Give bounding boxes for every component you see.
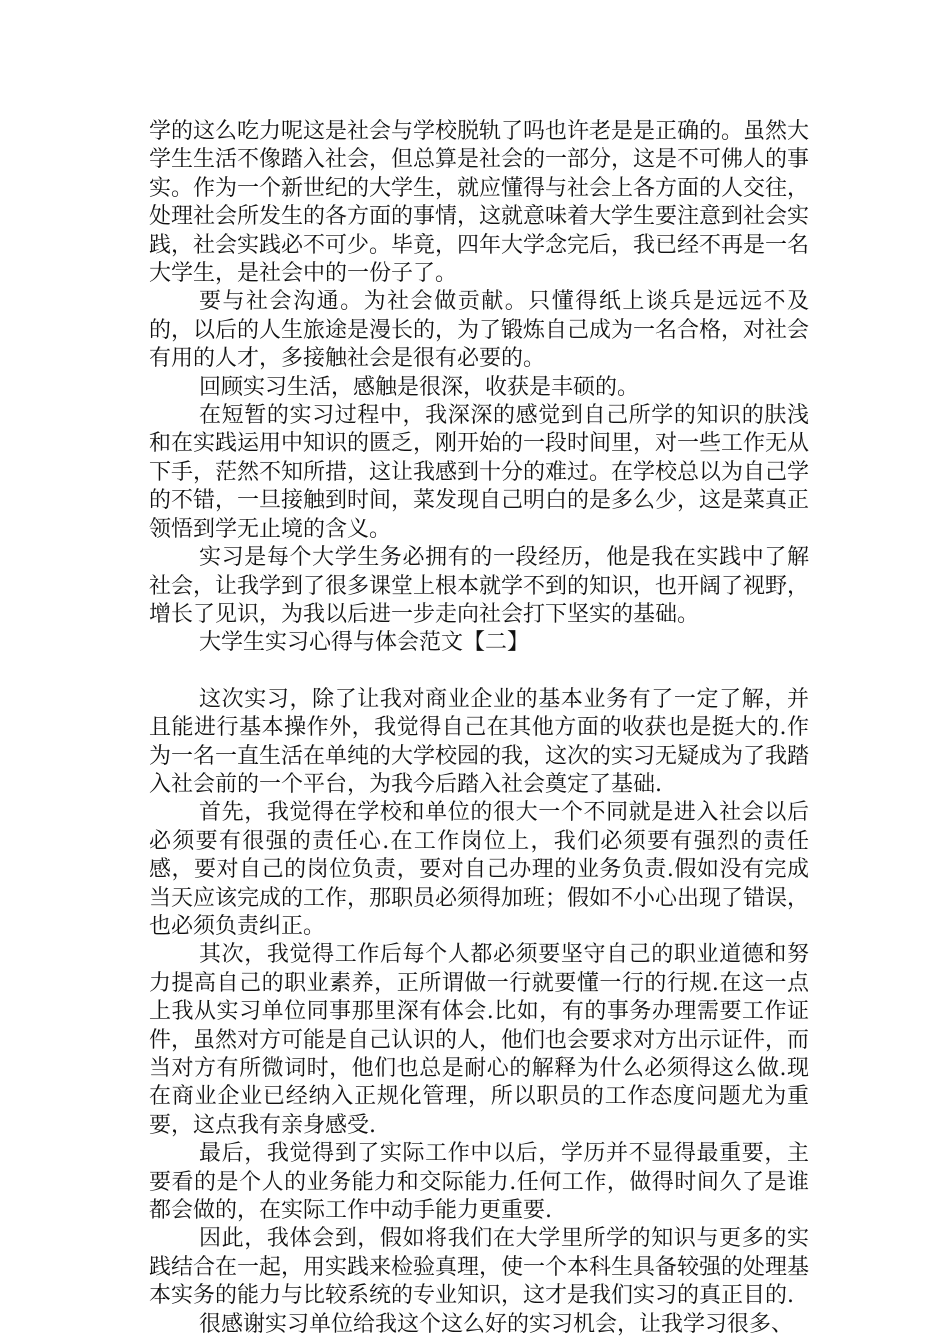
paragraph: 回顾实习生活，感触是很深，收获是丰硕的。 <box>199 374 640 400</box>
paragraph: 首先，我觉得在学校和单位的很大一个不同就是进入社会以后必须要有很强的责任心.在工作岗位上，我们必须要有强烈的责任感，要对自己的岗位负责，要对自己办理的业务负责.假如没有完成当天应该完成的工作，那职员必须得加班；假如不小心出现了错误，也必须负责纠正。 <box>149 800 810 939</box>
paragraph: 学的这么吃力呢这是社会与学校脱轨了吗也许老是是正确的。虽然大学生生活不像踏入社会，但总算是社会的一部分，这是不可佛人的事实。作为一个新世纪的大学生，就应懂得与社会上各方面的人交往，处理社会所发生的各方面的事情，这就意味着大学生要注意到社会实践，社会实践必不可少。毕竟，四年大学念完后，我已经不再是一名大学生，是社会中的一份子了。 <box>149 119 810 287</box>
section-heading: 大学生实习心得与体会范文【二】 <box>199 630 530 656</box>
paragraph: 这次实习，除了让我对商业企业的基本业务有了一定了解，并且能进行基本操作外，我觉得自己在其他方面的收获也是挺大的.作为一名一直生活在单纯的大学校园的我，这次的实习无疑成为了我踏入社会前的一个平台，为我今后踏入社会奠定了基础. <box>149 686 810 797</box>
paragraph: 实习是每个大学生务必拥有的一段经历，他是我在实践中了解社会，让我学到了很多课堂上根本就学不到的知识，也开阔了视野，增长了见识，为我以后进一步走向社会打下坚实的基础。 <box>149 545 810 627</box>
paragraph: 因此，我体会到，假如将我们在大学里所学的知识与更多的实践结合在一起，用实践来检验真理，使一个本科生具备较强的处理基本实务的能力与比较系统的专业知识，这才是我们实习的真正目的. <box>149 1226 810 1309</box>
paragraph: 在短暂的实习过程中，我深深的感觉到自己所学的知识的肤浅和在实践运用中知识的匮乏，刚开始的一段时间里，对一些工作无从下手，茫然不知所措，这让我感到十分的难过。在学校总以为自己学的不错，一旦接触到时间，菜发现自己明白的是多么少，这是菜真正领悟到学无止境的含义。 <box>149 403 810 542</box>
paragraph: 要与社会沟通。为社会做贡献。只懂得纸上谈兵是远远不及的，以后的人生旅途是漫长的，为了锻炼自己成为一名合格，对社会有用的人才，多接触社会是很有必要的。 <box>149 289 810 372</box>
paragraph: 最后，我觉得到了实际工作中以后，学历并不显得最重要，主要看的是个人的业务能力和交际能力.任何工作，做得时间久了是谁都会做的，在实际工作中动手能力更重要. <box>149 1141 809 1224</box>
document-body <box>149 118 809 1339</box>
blank-line <box>149 658 809 686</box>
paragraph: 很感谢实习单位给我这个这么好的实习机会，让我学习很多、 <box>199 1311 794 1337</box>
paragraph: 其次，我觉得工作后每个人都必须要坚守自己的职业道德和努力提高自己的职业素养，正所谓做一行就要懂一行的行规.在这一点上我从实习单位同事那里深有体会.比如，有的事务办理需要工作证件，虽然对方可能是自己认识的人，他们也会要求对方出示证件，而当对方有所微词时，他们也总是耐心的解释为什么必须得这么做.现在商业企业已经纳入正规化管理，所以职员的工作态度问题尤为重要，这点我有亲身感受. <box>149 942 810 1138</box>
